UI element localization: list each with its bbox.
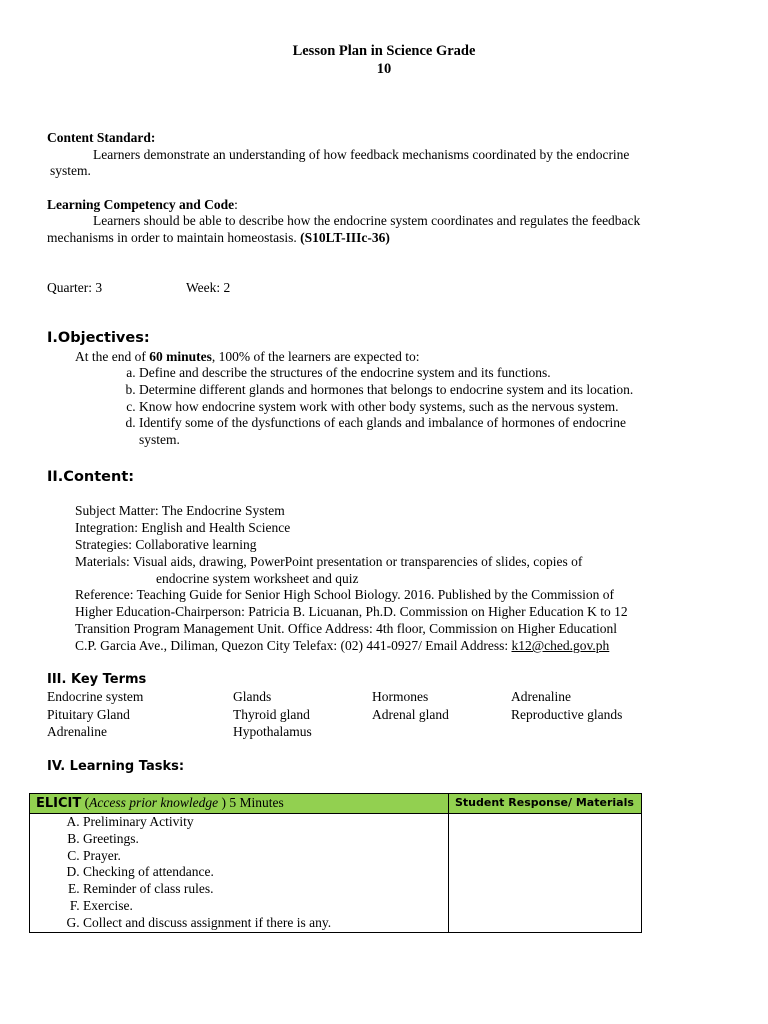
objective-item: a. Define and describe the structures of the endocrine system and its functions. bbox=[139, 365, 720, 382]
week-label: Week: 2 bbox=[186, 280, 231, 295]
key-term: Adrenal gland bbox=[372, 707, 449, 722]
elicit-label: ELICIT bbox=[36, 796, 82, 811]
key-term: Pituitary Gland bbox=[47, 707, 130, 722]
materials: Materials: Visual aids, drawing, PowerPoint presentation or transparencies of slides, copies of bbox=[75, 554, 583, 569]
task-item: D. Checking of attendance. bbox=[83, 864, 448, 881]
objectives-duration: 60 minutes bbox=[149, 349, 212, 364]
key-term: Adrenaline bbox=[511, 689, 571, 704]
objectives-heading: I.Objectives: bbox=[47, 330, 150, 346]
reference: Reference: Teaching Guide for Senior High School Biology. 2016. Published by the Commission of bbox=[75, 587, 614, 602]
objectives-intro-c: , 100% of the learners are expected to: bbox=[211, 349, 420, 364]
key-term: Hypothalamus bbox=[233, 724, 312, 739]
strategies: Strategies: Collaborative learning bbox=[75, 537, 257, 552]
key-term: Endocrine system bbox=[47, 689, 144, 704]
document-title-grade: 10 bbox=[376, 61, 392, 77]
key-term: Adrenaline bbox=[47, 724, 107, 739]
elicit-paren-open: ( bbox=[84, 795, 90, 810]
content-standard-heading: Content Standard: bbox=[47, 130, 156, 145]
objective-item: d. Identify some of the dysfunctions of each glands and imbalance of hormones of endocrine system. bbox=[139, 415, 639, 449]
task-item: E. Reminder of class rules. bbox=[83, 881, 448, 898]
materials-cont: endocrine system worksheet and quiz bbox=[156, 571, 359, 586]
task-item: C. Prayer. bbox=[83, 848, 448, 865]
quarter-label: Quarter: 3 bbox=[47, 280, 103, 295]
document-title: Lesson Plan in Science Grade bbox=[292, 43, 476, 59]
competency-colon: : bbox=[234, 197, 238, 212]
competency-text-line2: mechanisms in order to maintain homeostasis. bbox=[47, 230, 301, 245]
content-standard-text: Learners demonstrate an understanding of how feedback mechanisms coordinated by the endocrine bbox=[93, 147, 630, 162]
task-item: F. Exercise. bbox=[83, 898, 448, 915]
reference-address: C.P. Garcia Ave., Diliman, Quezon City Telefax: (02) 441-0927/ Email Address: bbox=[75, 638, 512, 653]
response-cell[interactable] bbox=[449, 814, 642, 933]
task-item: G. Collect and discuss assignment if there is any. bbox=[83, 915, 448, 932]
objectives-list-wrap bbox=[0, 365, 720, 449]
table-header-row bbox=[30, 794, 642, 814]
objectives-intro-a: At the end of bbox=[75, 349, 150, 364]
subject-matter: Subject Matter: The Endocrine System bbox=[75, 503, 285, 518]
competency-heading-line bbox=[47, 196, 238, 213]
objective-item: c. Know how endocrine system work with other body systems, such as the nervous system. bbox=[139, 399, 720, 416]
key-terms-heading: III. Key Terms bbox=[47, 672, 147, 687]
objective-item: b. Determine different glands and hormones that belongs to endocrine system and its location. bbox=[139, 382, 720, 399]
key-term: Thyroid gland bbox=[233, 707, 310, 722]
reference-line3: Transition Program Management Unit. Office Address: 4th floor, Commission on Higher Educationl bbox=[75, 621, 618, 636]
competency-text-cont bbox=[47, 229, 390, 246]
response-header-cell: Student Response/ Materials bbox=[449, 794, 642, 814]
tasks-list bbox=[30, 814, 448, 932]
task-item: A. Preliminary Activity bbox=[83, 814, 448, 831]
competency-code: (S10LT-IIIc-36) bbox=[300, 230, 390, 245]
competency-heading: Learning Competency and Code bbox=[47, 197, 235, 212]
learning-tasks-table bbox=[29, 793, 642, 933]
elicit-time: ) 5 Minutes bbox=[221, 795, 284, 810]
table-body-row bbox=[30, 814, 642, 933]
learning-tasks-heading: IV. Learning Tasks: bbox=[47, 759, 185, 774]
reference-line4 bbox=[75, 637, 609, 654]
content-heading: II.Content: bbox=[47, 469, 135, 485]
tasks-cell bbox=[30, 814, 449, 933]
task-item: B. Greetings. bbox=[83, 831, 448, 848]
content-standard-text-cont: system. bbox=[50, 163, 91, 178]
elicit-header-cell bbox=[30, 794, 449, 814]
reference-line2: Higher Education-Chairperson: Patricia B. Licuanan, Ph.D. Commission on Higher Education K to 12 bbox=[75, 604, 628, 619]
objectives-list bbox=[0, 365, 720, 449]
competency-text: Learners should be able to describe how the endocrine system coordinates and regulates the feedback bbox=[93, 213, 641, 228]
integration: Integration: English and Health Science bbox=[75, 520, 291, 535]
key-term: Hormones bbox=[372, 689, 429, 704]
objectives-intro bbox=[75, 348, 420, 365]
key-term: Reproductive glands bbox=[511, 707, 623, 722]
key-term: Glands bbox=[233, 689, 272, 704]
email-link[interactable]: k12@ched.gov.ph bbox=[511, 638, 610, 653]
elicit-subtitle: Access prior knowledge bbox=[89, 795, 219, 810]
